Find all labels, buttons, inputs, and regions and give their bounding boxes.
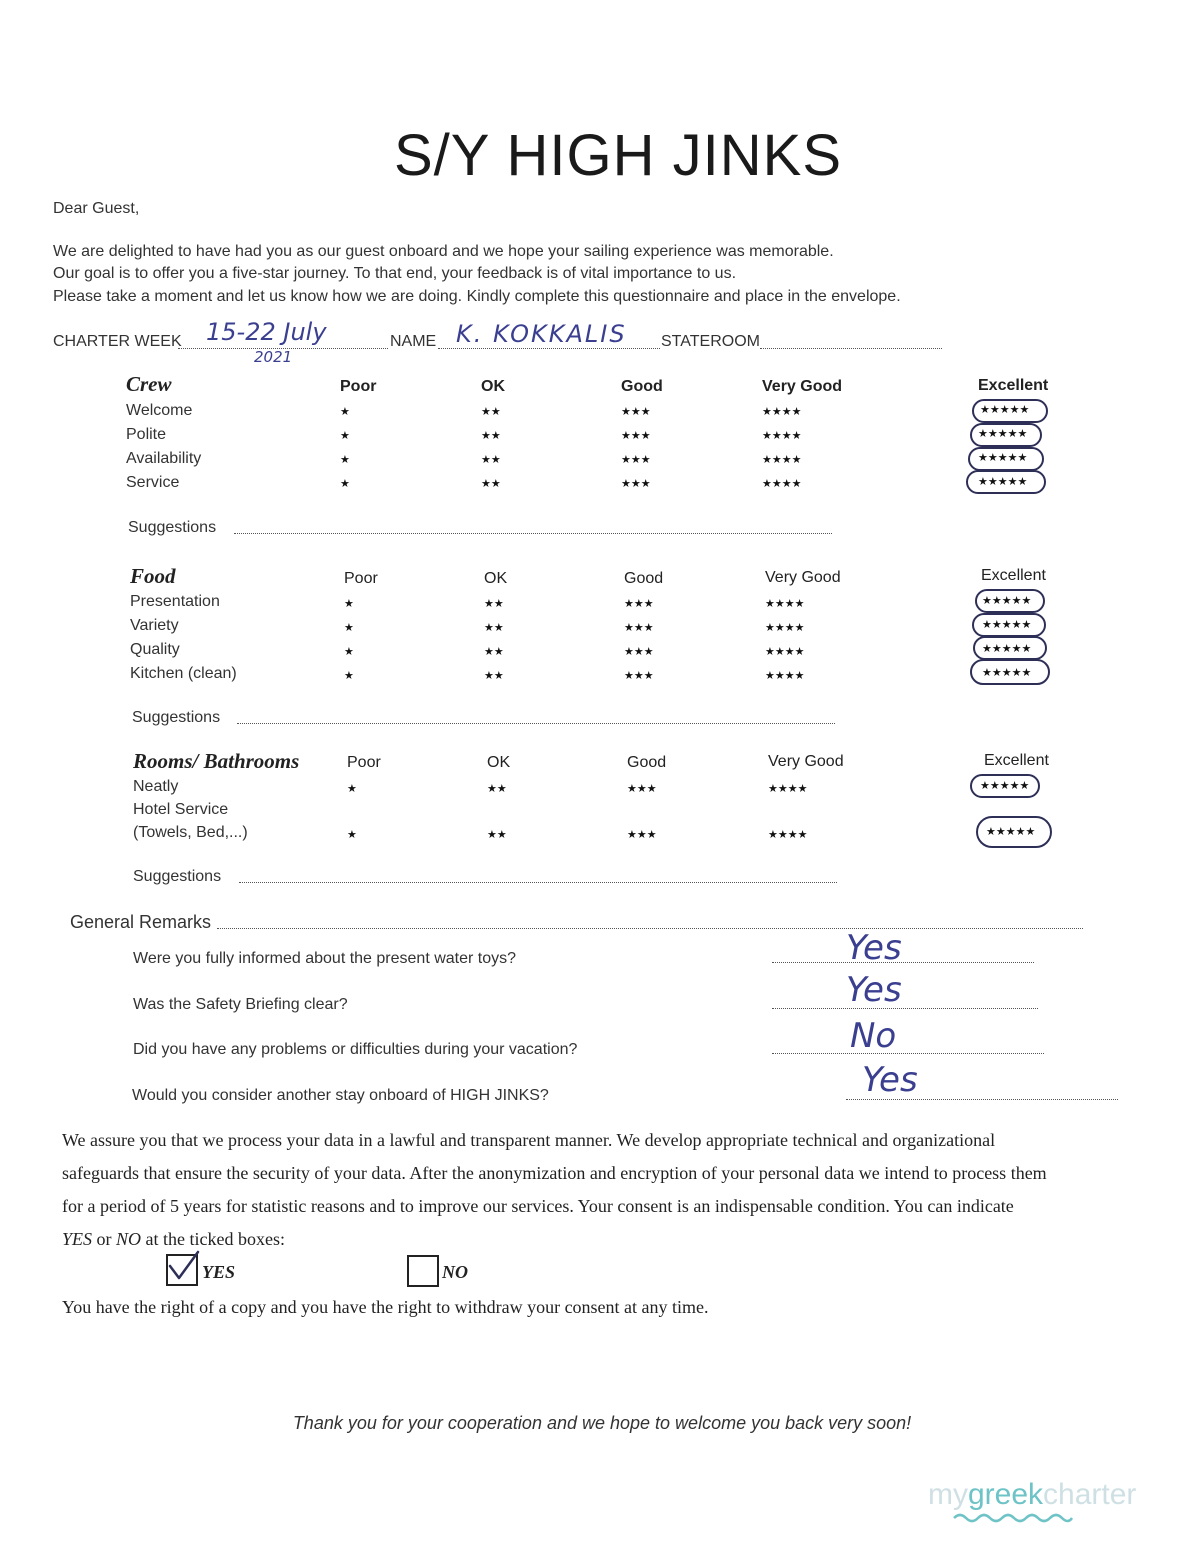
intro-line-1: We are delighted to have had you as our guest onboard and we hope your sailing experience was memorable. bbox=[53, 243, 834, 260]
watermark-left: my bbox=[928, 1478, 968, 1511]
star-ok[interactable]: ★★ bbox=[481, 430, 501, 442]
section-title-crew: Crew bbox=[126, 372, 172, 396]
col-excellent: Excellent bbox=[981, 567, 1046, 584]
star-poor[interactable]: ★ bbox=[340, 478, 350, 490]
consent-line-3: for a period of 5 years for statistic reasons and to improve our services. Your consent is an indispensable condition. You can indicate bbox=[62, 1196, 1014, 1216]
answer-line[interactable] bbox=[772, 962, 1034, 963]
suggestions-line-food[interactable] bbox=[237, 723, 835, 724]
star-excellent[interactable]: ★★★★★ bbox=[978, 476, 1028, 488]
star-good[interactable]: ★★★ bbox=[627, 829, 657, 841]
star-very-good[interactable]: ★★★★ bbox=[765, 670, 805, 682]
consent-or-word: or bbox=[92, 1229, 117, 1249]
name-line[interactable] bbox=[438, 348, 660, 349]
star-very-good[interactable]: ★★★★ bbox=[762, 454, 802, 466]
row-label: Neatly bbox=[133, 778, 179, 795]
col-excellent: Excellent bbox=[978, 377, 1049, 394]
name-value: K. KOKKALIS bbox=[456, 320, 627, 348]
col-very-good: Very Good bbox=[768, 753, 844, 770]
charter-week-year: 2021 bbox=[254, 348, 293, 366]
row-label: Quality bbox=[130, 641, 180, 658]
star-good[interactable]: ★★★ bbox=[621, 406, 651, 418]
star-ok[interactable]: ★★ bbox=[481, 454, 501, 466]
star-very-good[interactable]: ★★★★ bbox=[768, 829, 808, 841]
col-good: Good bbox=[624, 570, 664, 587]
star-poor[interactable]: ★ bbox=[340, 406, 350, 418]
charter-week-label: CHARTER WEEK bbox=[53, 333, 182, 350]
col-very-good: Very Good bbox=[765, 569, 841, 586]
star-poor[interactable]: ★ bbox=[344, 670, 354, 682]
star-excellent[interactable]: ★★★★★ bbox=[982, 619, 1032, 631]
consent-line-1: We assure you that we process your data in a lawful and transparent manner. We develop appropriate technical and organizational bbox=[62, 1130, 996, 1150]
col-good: Good bbox=[627, 754, 667, 771]
star-ok[interactable]: ★★ bbox=[481, 478, 501, 490]
col-ok: OK bbox=[484, 570, 508, 587]
star-poor[interactable]: ★ bbox=[347, 783, 357, 795]
star-poor[interactable]: ★ bbox=[344, 646, 354, 658]
star-very-good[interactable]: ★★★★ bbox=[762, 478, 802, 490]
star-excellent[interactable]: ★★★★★ bbox=[986, 826, 1036, 838]
star-poor[interactable]: ★ bbox=[344, 598, 354, 610]
col-poor: Poor bbox=[347, 754, 381, 771]
star-good[interactable]: ★★★ bbox=[624, 670, 654, 682]
answer-handwritten: No bbox=[850, 1016, 897, 1056]
star-excellent[interactable]: ★★★★★ bbox=[982, 595, 1032, 607]
col-poor: Poor bbox=[340, 378, 377, 395]
suggestions-label-rooms: Suggestions bbox=[133, 868, 222, 885]
star-ok[interactable]: ★★ bbox=[487, 829, 507, 841]
star-excellent[interactable]: ★★★★★ bbox=[980, 404, 1030, 416]
question-text: Did you have any problems or difficulties during your vacation? bbox=[133, 1041, 578, 1058]
consent-yes-word: YES bbox=[62, 1229, 93, 1249]
watermark-brand: greek bbox=[968, 1478, 1044, 1511]
consent-line-rest: at the ticked boxes: bbox=[141, 1229, 285, 1249]
answer-line[interactable] bbox=[772, 1053, 1044, 1054]
row-label: Availability bbox=[126, 450, 202, 467]
suggestions-label-food: Suggestions bbox=[132, 709, 221, 726]
col-poor: Poor bbox=[344, 570, 378, 587]
checkmark-icon bbox=[166, 1250, 200, 1282]
page-title: S/Y HIGH JINKS bbox=[393, 123, 843, 188]
watermark-right: charter bbox=[1043, 1478, 1137, 1511]
suggestions-line-crew[interactable] bbox=[234, 533, 832, 534]
stateroom-label: STATEROOM bbox=[661, 333, 760, 350]
row-label: Service bbox=[126, 474, 180, 491]
star-good[interactable]: ★★★ bbox=[621, 454, 651, 466]
star-excellent[interactable]: ★★★★★ bbox=[982, 643, 1032, 655]
col-good: Good bbox=[621, 378, 663, 395]
row-label: Welcome bbox=[126, 402, 193, 419]
star-very-good[interactable]: ★★★★ bbox=[765, 598, 805, 610]
answer-handwritten: Yes bbox=[862, 1060, 918, 1100]
greeting: Dear Guest, bbox=[53, 200, 140, 217]
general-remarks-label: General Remarks bbox=[70, 912, 212, 932]
wave-icon bbox=[952, 1512, 1074, 1524]
rights-text: You have the right of a copy and you have the right to withdraw your consent at any time. bbox=[62, 1297, 709, 1317]
intro-line-2: Our goal is to offer you a five-star journey. To that end, your feedback is of vital importance to us. bbox=[53, 265, 737, 282]
general-remarks-line[interactable] bbox=[217, 928, 1083, 929]
answer-handwritten: Yes bbox=[846, 970, 902, 1010]
star-very-good[interactable]: ★★★★ bbox=[768, 783, 808, 795]
watermark-logo bbox=[928, 1478, 1136, 1512]
star-very-good[interactable]: ★★★★ bbox=[765, 622, 805, 634]
question-text: Was the Safety Briefing clear? bbox=[133, 996, 348, 1013]
star-excellent[interactable]: ★★★★★ bbox=[982, 667, 1032, 679]
star-excellent[interactable]: ★★★★★ bbox=[978, 452, 1028, 464]
question-text: Would you consider another stay onboard of HIGH JINKS? bbox=[132, 1087, 549, 1104]
col-excellent: Excellent bbox=[984, 752, 1049, 769]
consent-yes-label: YES bbox=[202, 1262, 236, 1282]
consent-no-checkbox[interactable] bbox=[407, 1255, 439, 1287]
star-poor[interactable]: ★ bbox=[340, 454, 350, 466]
star-poor[interactable]: ★ bbox=[347, 829, 357, 841]
row-label: Polite bbox=[126, 426, 167, 443]
star-good[interactable]: ★★★ bbox=[624, 646, 654, 658]
star-ok[interactable]: ★★ bbox=[484, 622, 504, 634]
answer-handwritten: Yes bbox=[846, 928, 902, 968]
star-ok[interactable]: ★★ bbox=[481, 406, 501, 418]
question-text: Were you fully informed about the present water toys? bbox=[133, 950, 517, 967]
star-ok[interactable]: ★★ bbox=[487, 783, 507, 795]
row-label: Kitchen (clean) bbox=[130, 665, 237, 682]
row-label: Presentation bbox=[130, 593, 220, 610]
name-label: NAME bbox=[390, 333, 437, 350]
suggestions-label-crew: Suggestions bbox=[128, 519, 217, 536]
intro-line-3: Please take a moment and let us know how we are doing. Kindly complete this questionnaire and place in the envelope. bbox=[53, 288, 901, 305]
star-good[interactable]: ★★★ bbox=[621, 430, 651, 442]
charter-week-value: 15-22 July bbox=[206, 318, 327, 346]
star-ok[interactable]: ★★ bbox=[484, 646, 504, 658]
star-very-good[interactable]: ★★★★ bbox=[762, 430, 802, 442]
star-excellent[interactable]: ★★★★★ bbox=[978, 428, 1028, 440]
star-very-good[interactable]: ★★★★ bbox=[762, 406, 802, 418]
col-ok: OK bbox=[487, 754, 511, 771]
consent-no-label: NO bbox=[442, 1262, 468, 1282]
consent-line-4 bbox=[62, 1229, 285, 1250]
star-good[interactable]: ★★★ bbox=[621, 478, 651, 490]
star-poor[interactable]: ★ bbox=[344, 622, 354, 634]
col-ok: OK bbox=[481, 378, 505, 395]
star-poor[interactable]: ★ bbox=[340, 430, 350, 442]
row-label: Hotel Service bbox=[133, 801, 229, 818]
suggestions-line-rooms[interactable] bbox=[239, 882, 837, 883]
consent-yes-checkbox[interactable] bbox=[166, 1254, 198, 1286]
col-very-good: Very Good bbox=[762, 378, 843, 395]
consent-no-word: NO bbox=[116, 1229, 142, 1249]
consent-line-2: safeguards that ensure the security of your data. After the anonymization and encryption of your personal data we intend to process them bbox=[62, 1163, 1047, 1183]
star-excellent[interactable]: ★★★★★ bbox=[980, 780, 1030, 792]
closing-text: Thank you for your cooperation and we hope to welcome you back very soon! bbox=[292, 1413, 912, 1433]
star-ok[interactable]: ★★ bbox=[484, 598, 504, 610]
answer-line[interactable] bbox=[772, 1008, 1038, 1009]
star-very-good[interactable]: ★★★★ bbox=[765, 646, 805, 658]
star-good[interactable]: ★★★ bbox=[624, 598, 654, 610]
section-title-food: Food bbox=[130, 564, 176, 588]
star-ok[interactable]: ★★ bbox=[484, 670, 504, 682]
star-good[interactable]: ★★★ bbox=[624, 622, 654, 634]
row-label: (Towels, Bed,...) bbox=[133, 824, 248, 841]
row-label: Variety bbox=[130, 617, 179, 634]
section-title-rooms: Rooms/ Bathrooms bbox=[133, 749, 300, 773]
stateroom-line[interactable] bbox=[760, 348, 942, 349]
star-good[interactable]: ★★★ bbox=[627, 783, 657, 795]
